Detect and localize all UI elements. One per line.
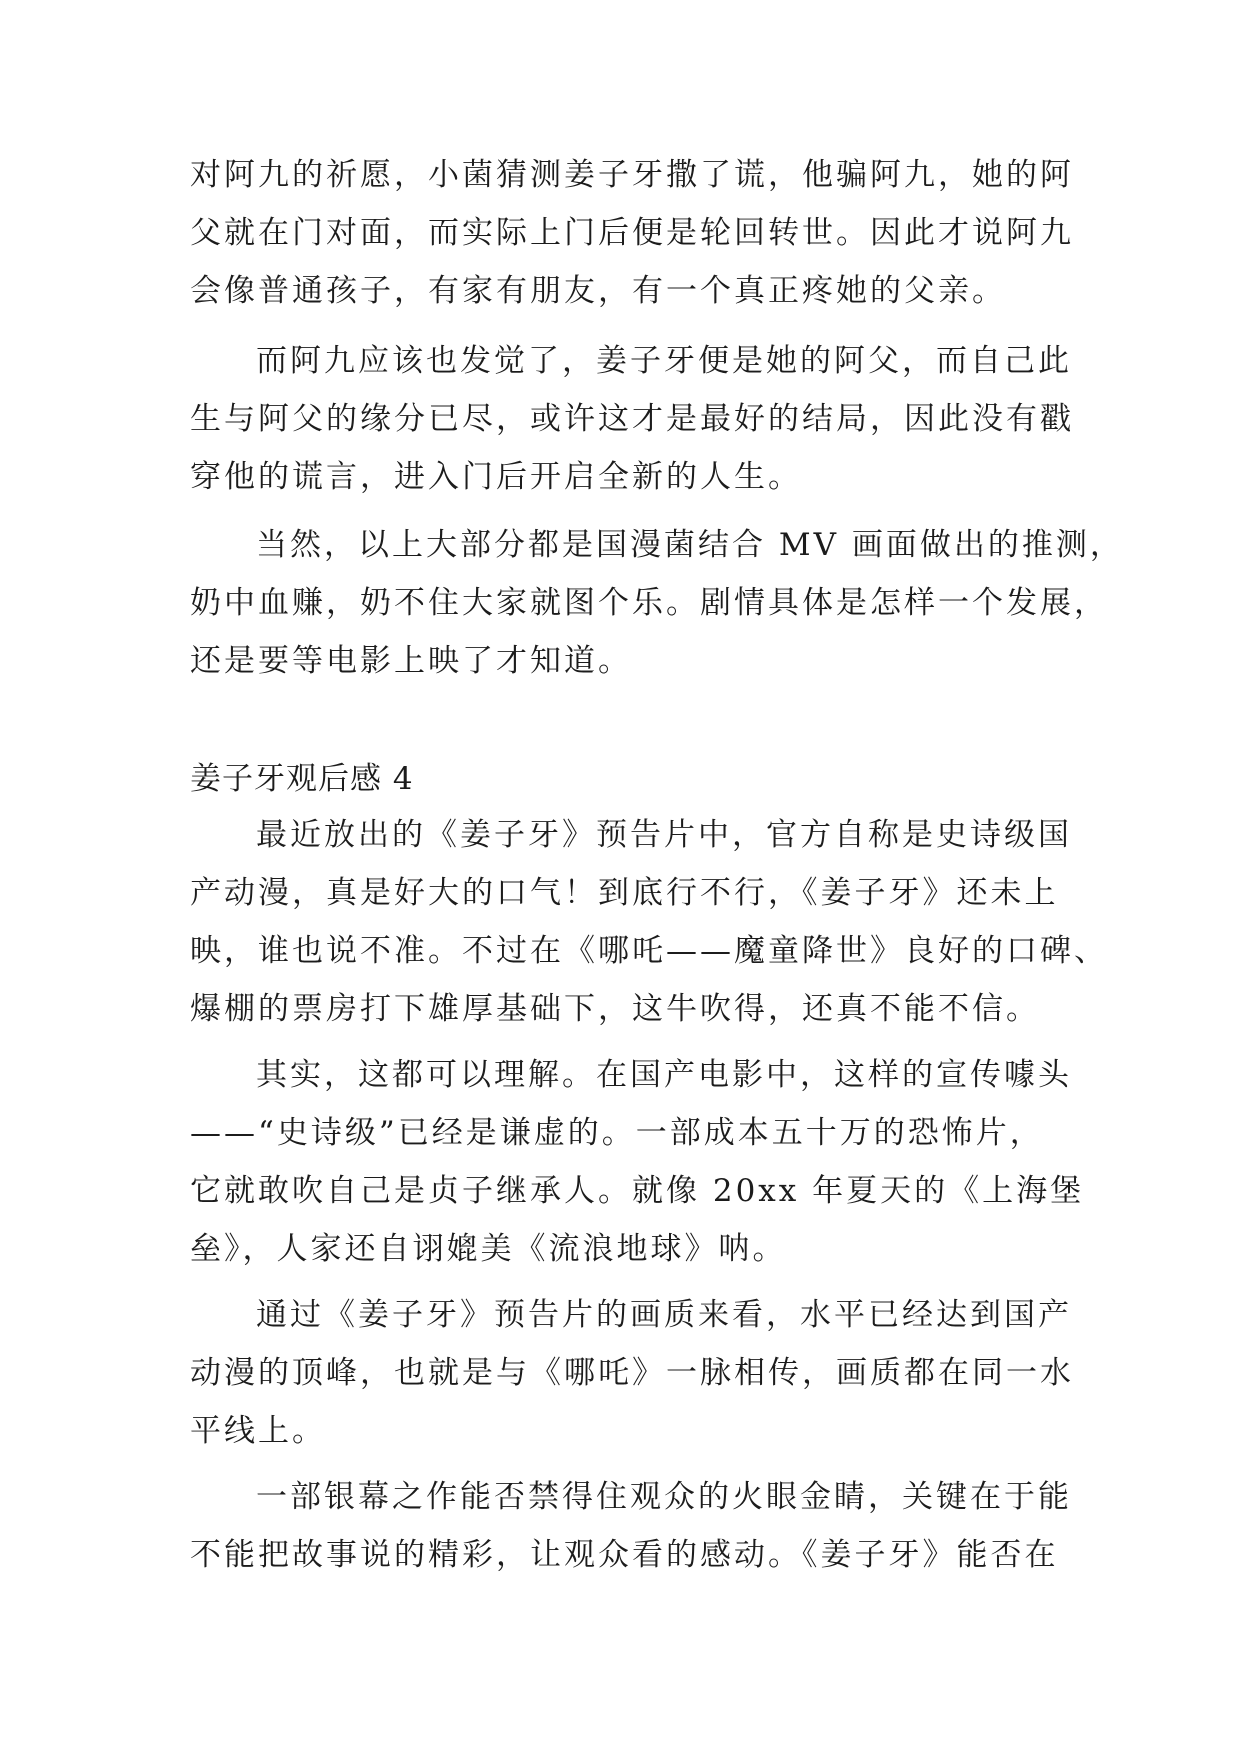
text-line: 爆棚的票房打下雄厚基础下，这牛吹得，还真不能不信。	[190, 991, 1040, 1027]
text-line: 对阿九的祈愿，小菌猜测姜子牙撒了谎，他骗阿九，她的阿	[190, 157, 1074, 193]
text-line: 生与阿父的缘分已尽，或许这才是最好的结局，因此没有戳	[190, 401, 1074, 437]
text-line: 不能把故事说的精彩，让观众看的感动。《姜子牙》能否在	[190, 1537, 1059, 1573]
text-line: 而阿九应该也发觉了，姜子牙便是她的阿父，而自己此	[256, 343, 1072, 379]
text-line: 奶中血赚，奶不住大家就图个乐。剧情具体是怎样一个发展，	[190, 585, 1108, 621]
text-line: 当然，以上大部分都是国漫菌结合 MV 画面做出的推测，	[256, 527, 1124, 563]
text-line: 会像普通孩子，有家有朋友，有一个真正疼她的父亲。	[190, 273, 1006, 309]
text-line: 穿他的谎言，进入门后开启全新的人生。	[190, 459, 802, 495]
text-line: 映，谁也说不准。不过在《哪吒——魔童降世》良好的口碑、	[190, 933, 1108, 969]
text-line: 最近放出的《姜子牙》预告片中，官方自称是史诗级国	[256, 817, 1072, 853]
text-line: 垒》，人家还自诩媲美《流浪地球》呐。	[190, 1231, 787, 1267]
text-line: 动漫的顶峰，也就是与《哪吒》一脉相传，画质都在同一水	[190, 1355, 1074, 1391]
text-line: 平线上。	[190, 1413, 326, 1449]
text-line: 其实，这都可以理解。在国产电影中，这样的宣传噱头	[256, 1057, 1072, 1093]
text-line: ——“史诗级”已经是谦虚的。一部成本五十万的恐怖片，	[190, 1115, 1044, 1151]
text-line: 一部银幕之作能否禁得住观众的火眼金睛，关键在于能	[256, 1479, 1072, 1515]
text-line: 它就敢吹自己是贞子继承人。就像 20xx 年夏天的《上海堡	[190, 1173, 1085, 1209]
text-line: 还是要等电影上映了才知道。	[190, 643, 632, 679]
section-heading: 姜子牙观后感 4	[190, 761, 414, 797]
text-line: 父就在门对面，而实际上门后便是轮回转世。因此才说阿九	[190, 215, 1074, 251]
text-line: 通过《姜子牙》预告片的画质来看，水平已经达到国产	[256, 1297, 1072, 1333]
text-line: 产动漫，真是好大的口气！到底行不行，《姜子牙》还未上	[190, 875, 1059, 911]
